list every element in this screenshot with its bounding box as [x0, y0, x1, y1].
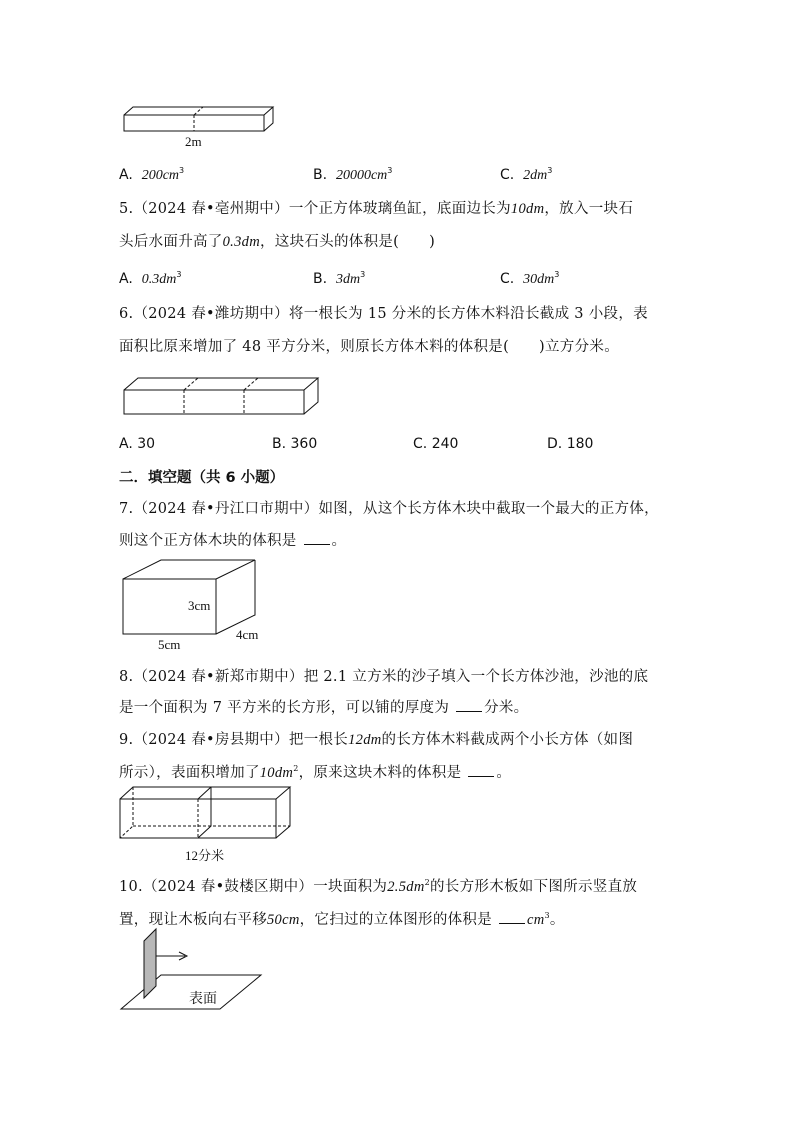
q9-line1: 9.（2024 春•房县期中）把一根长12dm的长方体木料截成两个小长方体（如图 [119, 732, 634, 748]
fig9-length-label: 12分米 [185, 848, 225, 863]
fig7-length-label: 5cm [158, 637, 181, 652]
q10-answer-blank[interactable] [499, 911, 525, 924]
fig10-surface-label: 表面 [189, 992, 217, 1007]
q5-option-b[interactable]: B. $3dm^3$ [313, 270, 366, 287]
q6-option-d[interactable]: D. 180 [547, 436, 594, 452]
q4-option-c[interactable]: C. $2dm^3$ [500, 166, 553, 183]
q7-line2: 则这个正方体木块的体积是 。 [119, 533, 347, 549]
figure-q7-cuboid [115, 556, 275, 652]
q6-option-a[interactable]: A. 30 [119, 436, 156, 452]
q4-option-b[interactable]: B. $20000cm^3$ [313, 166, 393, 183]
figure-q6-bar [118, 372, 328, 420]
q8-answer-blank[interactable] [456, 699, 482, 712]
fig-top-label: 2m [185, 134, 202, 149]
q8-line1: 8.（2024 春•新郑市期中）把 2.1 立方米的沙子填入一个长方体沙池，沙池的底 [119, 669, 649, 685]
q5-option-a[interactable]: A. $0.3dm^3$ [119, 270, 182, 287]
figure-long-bar [115, 100, 285, 152]
q10-line1: 10.（2024 春•鼓楼区期中）一块面积为$2.5dm^2$的长方形木板如下图所示竖直放 [119, 878, 638, 895]
q5-option-c[interactable]: C. $30dm^3$ [500, 270, 560, 287]
q10-line2: 置，现让木板向右平移50cm，它扫过的立体图形的体积是 $cm^3$。 [119, 911, 565, 928]
q6-line1: 6.（2024 春•潍坊期中）将一根长为 15 分米的长方体木料沿长截成 3 小段，表 [119, 306, 648, 322]
section-heading-fill-blank: 二．填空题（共 6 小题） [119, 470, 285, 486]
q4-option-a[interactable]: A. $200cm^3$ [119, 166, 185, 183]
q6-line2: 面积比原来增加了 48 平方分米，则原长方体木料的体积是( )立方分米。 [119, 339, 619, 355]
q5-line1: 5.（2024 春•亳州期中）一个正方体玻璃鱼缸，底面边长为10dm，放入一块石 [119, 201, 634, 217]
figure-q10-board [115, 925, 270, 1015]
q7-answer-blank[interactable] [304, 532, 330, 545]
q5-line2: 头后水面升高了0.3dm，这块石头的体积是( ) [119, 234, 436, 250]
q9-line2: 所示），表面积增加了$10dm^2$，原来这块木料的体积是 。 [119, 764, 512, 781]
figure-q9-cuboid [115, 785, 295, 865]
fig7-width-label: 4cm [236, 627, 259, 642]
q9-answer-blank[interactable] [468, 764, 494, 777]
fig7-height-label: 3cm [188, 598, 211, 613]
q7-line1: 7.（2024 春•丹江口市期中）如图，从这个长方体木块中截取一个最大的正方体， [119, 501, 659, 517]
q6-option-c[interactable]: C. 240 [413, 436, 459, 452]
q6-option-b[interactable]: B. 360 [272, 436, 318, 452]
q8-line2: 是一个面积为 7 平方米的长方形，可以铺的厚度为 分米。 [119, 700, 529, 716]
